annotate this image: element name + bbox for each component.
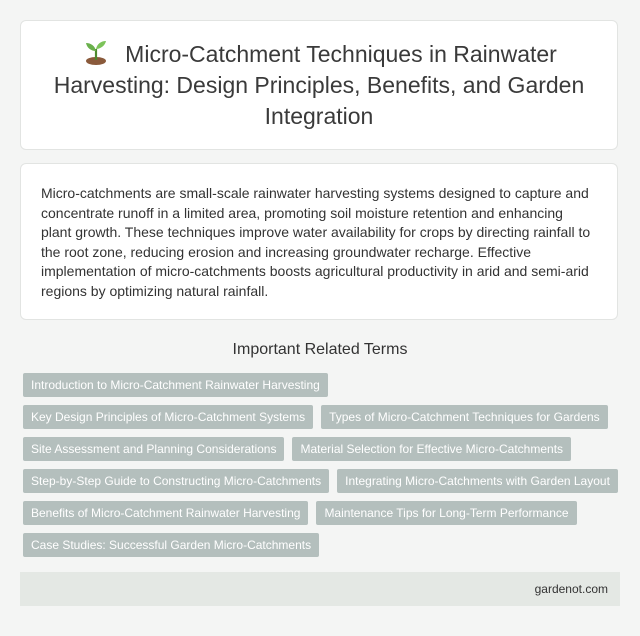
summary-card bbox=[20, 163, 618, 320]
sprout-icon bbox=[81, 39, 111, 65]
title-card bbox=[20, 20, 618, 150]
summary-text: Micro-catchments are small-scale rainwater harvesting systems designed to capture and concentrate runoff in a limited area, promoting soil moisture retention and enhancing plant growth. These techniques improve water availability for crops by directing rainfall to the root zone, reducing erosion and increasing groundwater recharge. Effective implementation of micro-catchments boosts agricultural productivity in arid and semi-arid regions by optimizing natural rainfall. bbox=[41, 185, 591, 299]
related-term-tag[interactable]: Site Assessment and Planning Considerations bbox=[23, 437, 284, 461]
related-term-tag[interactable]: Types of Micro-Catchment Techniques for Gardens bbox=[321, 405, 608, 429]
related-term-tag[interactable]: Material Selection for Effective Micro-Catchments bbox=[292, 437, 571, 461]
footer bbox=[20, 572, 620, 606]
page-title bbox=[45, 39, 593, 132]
related-terms-heading: Important Related Terms bbox=[232, 341, 408, 358]
related-term-tag[interactable]: Key Design Principles of Micro-Catchment Systems bbox=[23, 405, 313, 429]
related-term-tag[interactable]: Maintenance Tips for Long-Term Performance bbox=[316, 501, 576, 525]
related-term-tag[interactable]: Step-by-Step Guide to Constructing Micro-Catchments bbox=[23, 469, 329, 493]
related-term-tag[interactable]: Benefits of Micro-Catchment Rainwater Harvesting bbox=[23, 501, 308, 525]
related-terms-list bbox=[23, 373, 623, 557]
related-term-tag[interactable]: Case Studies: Successful Garden Micro-Catchments bbox=[23, 533, 319, 557]
footer-site-link[interactable]: gardenot.com bbox=[534, 582, 608, 596]
related-term-tag[interactable]: Introduction to Micro-Catchment Rainwater Harvesting bbox=[23, 373, 328, 397]
related-term-tag[interactable]: Integrating Micro-Catchments with Garden Layout bbox=[337, 469, 618, 493]
page-title-text: Micro-Catchment Techniques in Rainwater Harvesting: Design Principles, Benefits, and Garden Integration bbox=[53, 40, 585, 129]
